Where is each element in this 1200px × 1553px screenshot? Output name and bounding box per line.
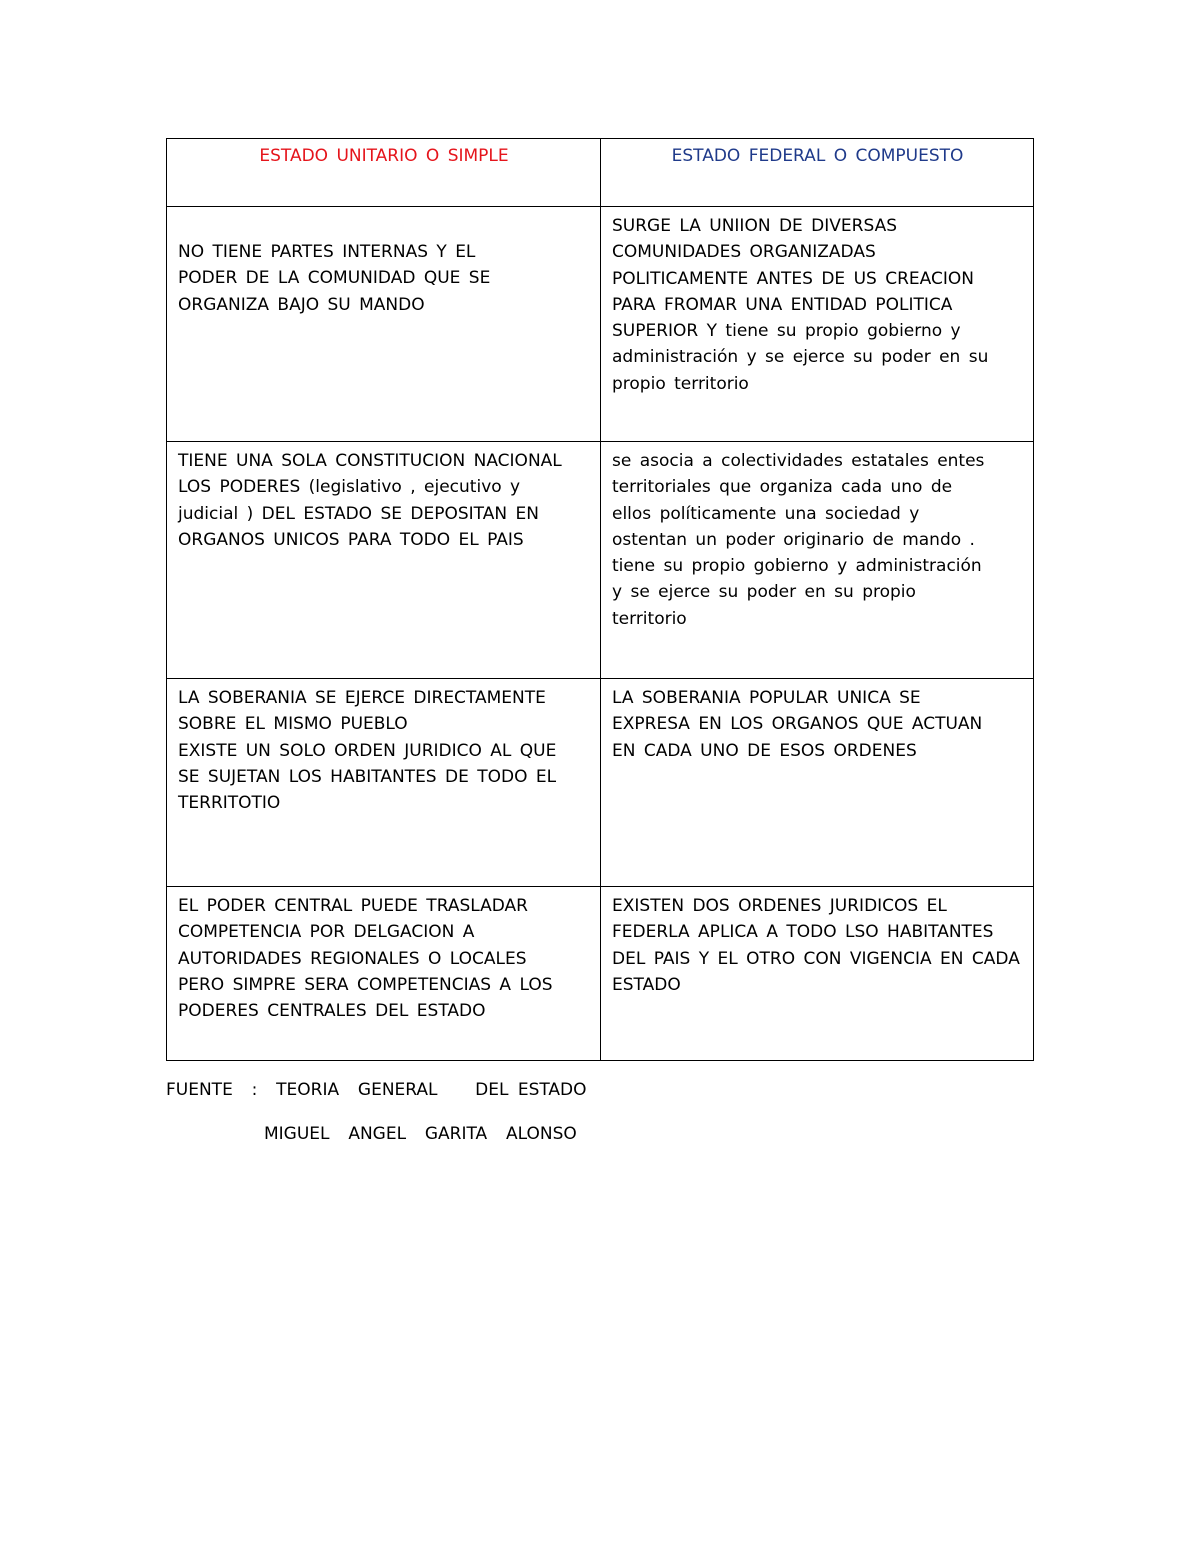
- header-estado-unitario: ESTADO UNITARIO O SIMPLE: [167, 139, 601, 207]
- cell-federal-soberania: [601, 679, 1034, 887]
- cell-line: SURGE LA UNIION DE DIVERSAS: [612, 216, 897, 236]
- cell-line: PODERES CENTRALES DEL ESTADO: [178, 1001, 486, 1022]
- table-row: [167, 679, 1034, 887]
- source-author: MIGUEL ANGEL GARITA ALONSO: [264, 1124, 577, 1144]
- cell-line: ostentan un poder originario de mando .: [612, 529, 975, 550]
- cell-line: ESTADO: [612, 974, 681, 995]
- cell-line: FEDERLA APLICA A TODO LSO HABITANTES: [612, 922, 994, 943]
- cell-line: TERRITOTIO: [178, 793, 281, 814]
- cell-line: EXISTEN DOS ORDENES JURIDICOS EL: [612, 896, 947, 916]
- cell-line: PARA FROMAR UNA ENTIDAD POLITICA: [612, 294, 953, 315]
- header-estado-federal: ESTADO FEDERAL O COMPUESTO: [601, 139, 1034, 207]
- cell-line: PODER DE LA COMUNIDAD QUE SE: [178, 268, 491, 289]
- table-row: [167, 887, 1034, 1061]
- source-label: FUENTE : TEORIA GENERAL DEL ESTADO: [166, 1080, 587, 1100]
- table-row: [167, 207, 1034, 442]
- cell-line: ORGANIZA BAJO SU MANDO: [178, 294, 425, 315]
- cell-unitario-partes: [167, 207, 601, 442]
- cell-federal-ordenes: [601, 887, 1034, 1061]
- cell-line: LA SOBERANIA POPULAR UNICA SE: [612, 688, 921, 708]
- cell-line: territorio: [612, 608, 687, 629]
- cell-line: EXISTE UN SOLO ORDEN JURIDICO AL QUE: [178, 740, 557, 761]
- cell-line: judicial ) DEL ESTADO SE DEPOSITAN EN: [178, 503, 539, 524]
- cell-line: EN CADA UNO DE ESOS ORDENES: [612, 740, 917, 761]
- cell-line: tiene su propio gobierno y administración: [612, 556, 982, 577]
- cell-line: ORGANOS UNICOS PARA TODO EL PAIS: [178, 529, 524, 550]
- cell-line: y se ejerce su poder en su propio: [612, 582, 916, 603]
- cell-line: se asocia a colectividades estatales entes: [612, 451, 985, 471]
- cell-line: EXPRESA EN LOS ORGANOS QUE ACTUAN: [612, 714, 983, 735]
- cell-line: TIENE UNA SOLA CONSTITUCION NACIONAL: [178, 451, 562, 471]
- cell-line: PERO SIMPRE SERA COMPETENCIAS A LOS: [178, 974, 553, 995]
- cell-line: POLITICAMENTE ANTES DE US CREACION: [612, 268, 974, 289]
- cell-line: EL PODER CENTRAL PUEDE TRASLADAR: [178, 896, 528, 916]
- cell-line: ellos políticamente una sociedad y: [612, 503, 920, 524]
- table-header-row: [167, 139, 1034, 207]
- cell-line: SOBRE EL MISMO PUEBLO: [178, 714, 408, 735]
- cell-line: AUTORIDADES REGIONALES O LOCALES: [178, 948, 527, 969]
- cell-line: propio territorio: [612, 373, 749, 394]
- cell-line: LOS PODERES (legislativo , ejecutivo y: [178, 477, 521, 498]
- cell-federal-asociacion: [601, 442, 1034, 679]
- comparison-table: [166, 138, 1034, 1061]
- cell-unitario-constitucion: [167, 442, 601, 679]
- cell-line: administración y se ejerce su poder en su: [612, 347, 989, 368]
- cell-line: COMUNIDADES ORGANIZADAS: [612, 242, 876, 263]
- cell-line: SE SUJETAN LOS HABITANTES DE TODO EL: [178, 766, 557, 787]
- cell-line: LA SOBERANIA SE EJERCE DIRECTAMENTE: [178, 688, 546, 708]
- cell-federal-origen: [601, 207, 1034, 442]
- table-row: [167, 442, 1034, 679]
- cell-line: SUPERIOR Y tiene su propio gobierno y: [612, 321, 961, 342]
- cell-unitario-poder-central: [167, 887, 601, 1061]
- cell-line: DEL PAIS Y EL OTRO CON VIGENCIA EN CADA: [612, 948, 1020, 969]
- cell-line: COMPETENCIA POR DELGACION A: [178, 922, 475, 943]
- cell-line: NO TIENE PARTES INTERNAS Y EL: [178, 242, 476, 262]
- cell-unitario-soberania: [167, 679, 601, 887]
- cell-line: territoriales que organiza cada uno de: [612, 477, 953, 498]
